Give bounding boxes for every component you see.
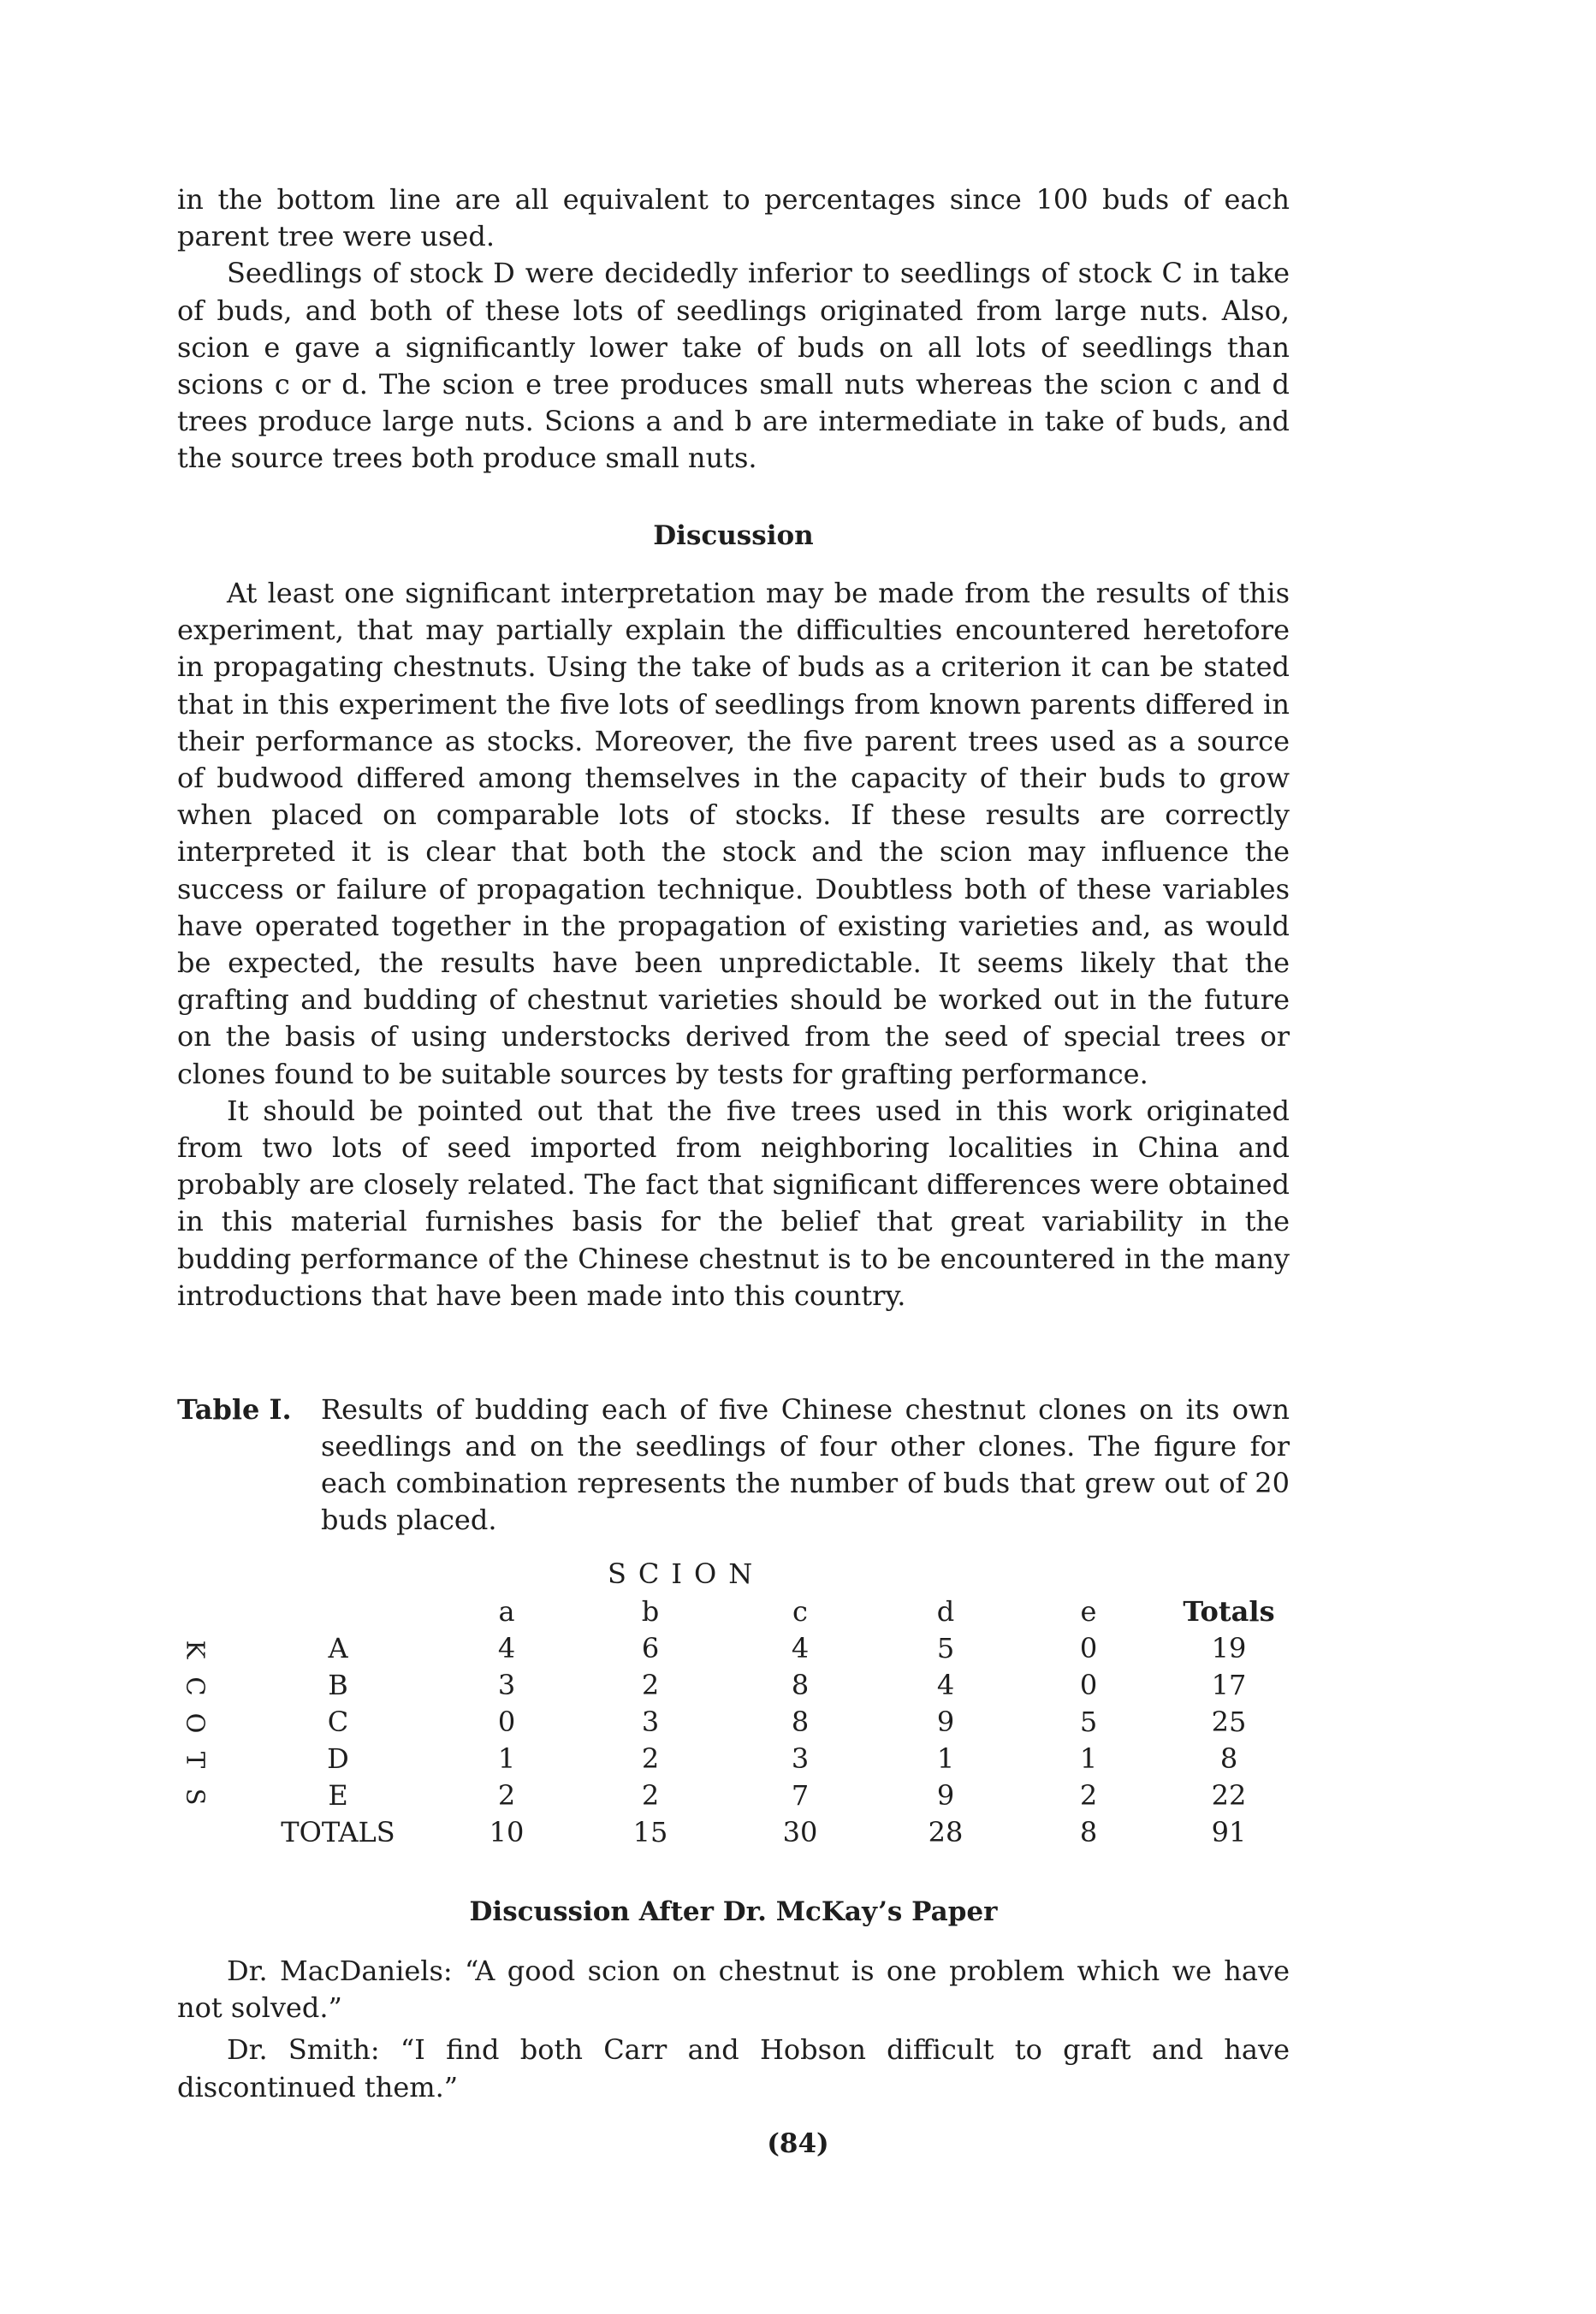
column-header: e bbox=[1080, 1595, 1097, 1628]
table-cell: 9 bbox=[936, 1779, 955, 1812]
row-label: D bbox=[327, 1742, 349, 1775]
discussion-paragraph-2: It should be pointed out that the five trees used in this work originated from two lots of seed imported from neighboring localities in China and probably are closely related. The fact that significant differences were obtained in this material furnishes basis for the belief that great variability in the budding performance of the Chinese chestnut is to be encountered in the many introductions that have been made into this country. bbox=[177, 1094, 1290, 1312]
table-cell: 2 bbox=[641, 1779, 660, 1812]
stock-letter: T bbox=[181, 1751, 211, 1769]
totals-cell: 91 bbox=[1211, 1816, 1247, 1848]
table-cell: 9 bbox=[936, 1706, 955, 1738]
table-cell: 4 bbox=[497, 1632, 516, 1664]
table-cell: 7 bbox=[791, 1779, 810, 1812]
table-cell: 0 bbox=[1079, 1632, 1098, 1664]
scion-header: SCION bbox=[608, 1558, 765, 1590]
totals-cell: 28 bbox=[928, 1816, 964, 1848]
row-label: E bbox=[328, 1779, 348, 1812]
table-cell: 19 bbox=[1211, 1632, 1247, 1664]
intro-paragraph-1: in the bottom line are all equivalent to percentages since 100 buds of each parent tree were used. bbox=[177, 183, 1290, 253]
row-label: A bbox=[328, 1632, 348, 1664]
page-number: (84) bbox=[767, 2128, 829, 2159]
stock-letter: K bbox=[181, 1640, 211, 1659]
column-header: b bbox=[641, 1595, 660, 1628]
stock-letter: S bbox=[181, 1788, 211, 1806]
totals-cell: 30 bbox=[782, 1816, 818, 1848]
table-cell: 1 bbox=[1079, 1742, 1098, 1775]
table-label: Table I. bbox=[177, 1393, 292, 1426]
row-label: B bbox=[328, 1669, 348, 1701]
after-discussion-section bbox=[177, 1953, 1290, 2106]
table-cell: 3 bbox=[791, 1742, 810, 1775]
comment-smith: Dr. Smith: “I find both Carr and Hobson difficult to graft and have discontinued them.” bbox=[177, 2033, 1290, 2103]
column-header: c bbox=[792, 1595, 808, 1628]
table-cell: 17 bbox=[1211, 1669, 1247, 1701]
table-cell: 1 bbox=[497, 1742, 516, 1775]
totals-cell: 15 bbox=[632, 1816, 668, 1848]
table-cell: 2 bbox=[641, 1669, 660, 1701]
table-cell: 5 bbox=[936, 1632, 955, 1664]
column-header: d bbox=[936, 1595, 955, 1628]
table-cell: 3 bbox=[497, 1669, 516, 1701]
table-cell: 4 bbox=[936, 1669, 955, 1701]
table-cell: 1 bbox=[936, 1742, 955, 1775]
column-header-totals: Totals bbox=[1183, 1595, 1275, 1628]
stock-letter: C bbox=[181, 1676, 211, 1696]
stock-label bbox=[181, 1631, 211, 1815]
table-cell: 8 bbox=[1219, 1742, 1238, 1775]
table-cell: 22 bbox=[1211, 1779, 1247, 1812]
totals-cell: 10 bbox=[489, 1816, 525, 1848]
stock-letter: O bbox=[181, 1712, 211, 1734]
intro-paragraph-2: Seedlings of stock D were decidedly inferior to seedlings of stock C in take of buds, and both of these lots of seedlings originated from large nuts. Also, scion e gave a significantly lower take of buds on all lots of seedlings than scions c or d. The scion e tree produces small nuts whereas the scion c and d trees produce large nuts. Scions a and b are intermediate in take of buds, and the source trees both produce small nuts. bbox=[177, 257, 1290, 475]
table-cell: 3 bbox=[641, 1706, 660, 1738]
table-cell: 8 bbox=[791, 1669, 810, 1701]
comment-macdaniels: Dr. MacDaniels: “A good scion on chestnut is one problem which we have not solved.” bbox=[177, 1955, 1290, 2025]
totals-row-label: TOTALS bbox=[281, 1816, 395, 1848]
table-cell: 4 bbox=[791, 1632, 810, 1664]
table-cell: 6 bbox=[641, 1632, 660, 1664]
table-cell: 8 bbox=[791, 1706, 810, 1738]
table-cell: 2 bbox=[497, 1779, 516, 1812]
table-cell: 25 bbox=[1211, 1706, 1247, 1738]
row-label: C bbox=[327, 1706, 349, 1738]
table-cell: 2 bbox=[641, 1742, 660, 1775]
discussion-paragraph-1: At least one significant interpretation may be made from the results of this experiment, that may partially explain the difficulties encountered heretofore in propagating chestnuts. Using the take of buds as a criterion it can be stated that in this experiment the five lots of seedlings from known parents differed in their performance as stocks. Moreover, the five parent trees used as a source of budwood differed among themselves in the capacity of their buds to grow when placed on comparable lots of stocks. If these results are correctly interpreted it is clear that both the stock and the scion may influence the success or failure of propagation technique. Doubtless both of these variables have operated together in the propagation of existing varieties and, as would be expected, the results have been unpredictable. It seems likely that the grafting and budding of chestnut varieties should be worked out in the future on the basis of using understocks derived from the seed of special trees or clones found to be suitable sources by tests for grafting performance. bbox=[177, 577, 1290, 1090]
after-discussion-heading: Discussion After Dr. McKay’s Paper bbox=[469, 1896, 998, 1927]
discussion-section bbox=[177, 575, 1290, 1314]
table-cell: 0 bbox=[497, 1706, 516, 1738]
table-cell: 2 bbox=[1079, 1779, 1098, 1812]
table-cell: 5 bbox=[1079, 1706, 1098, 1738]
table-cell: 0 bbox=[1079, 1669, 1098, 1701]
totals-cell: 8 bbox=[1079, 1816, 1098, 1848]
table-caption-text: Results of budding each of five Chinese chestnut clones on its own seedlings and on the seedlings of four other clones. The figure for each combination represents the number of buds that grew out of 20 buds placed. bbox=[321, 1393, 1290, 1536]
intro-section bbox=[177, 181, 1290, 478]
column-header: a bbox=[498, 1595, 515, 1628]
discussion-heading: Discussion bbox=[653, 520, 814, 551]
